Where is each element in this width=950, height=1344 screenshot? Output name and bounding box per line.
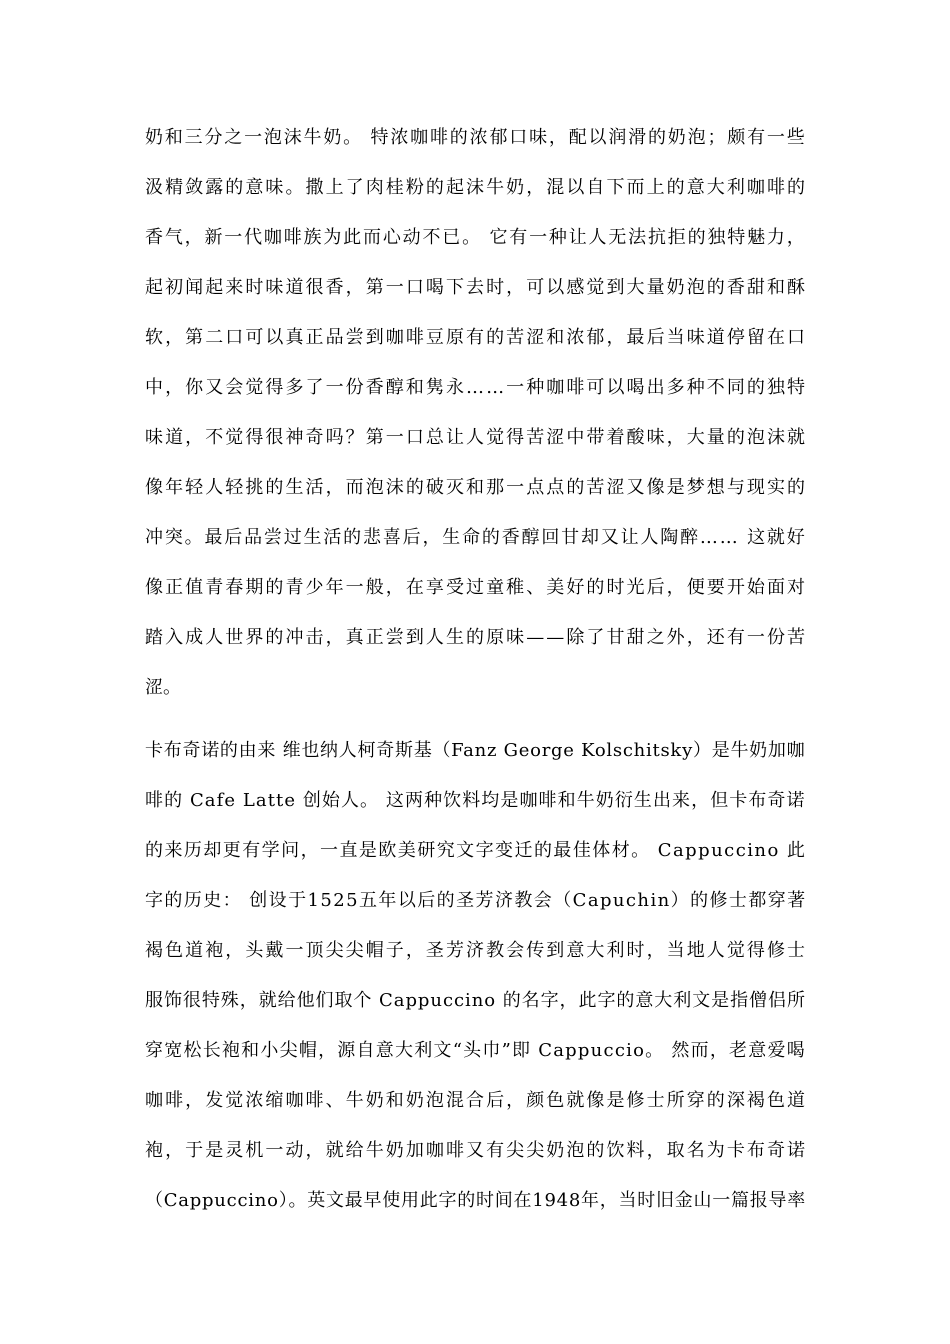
text-line: 卡布奇诺的由来 维也纳人柯奇斯基（Fanz George Kolschitsky）是牛奶加咖: [145, 740, 806, 761]
text-line: 字的历史： 创设于1525五年以后的圣芳济教会（Capuchin）的修士都穿著: [145, 890, 807, 911]
text-line: 味道，不觉得很神奇吗？第一口总让人觉得苦涩中带着酸味，大量的泡沫就: [145, 427, 808, 448]
text-line: 褐色道袍，头戴一顶尖尖帽子，圣芳济教会传到意大利时，当地人觉得修士: [145, 940, 808, 961]
text-line: 涩。: [145, 677, 181, 698]
text-line: 服饰很特殊，就给他们取个 Cappuccino 的名字，此字的意大利文是指僧侣所: [145, 990, 806, 1011]
text-line: 像正值青春期的青少年一般，在享受过童稚、美好的时光后，便要开始面对: [145, 577, 808, 598]
text-line: 起初闻起来时味道很香，第一口喝下去时，可以感觉到大量奶泡的香甜和酥: [145, 277, 808, 298]
text-line: 中，你又会觉得多了一份香醇和隽永……一种咖啡可以喝出多种不同的独特: [145, 377, 808, 398]
text-line: 像年轻人轻挑的生活，而泡沫的破灭和那一点点的苦涩又像是梦想与现实的: [145, 477, 808, 498]
text-line: 香气，新一代咖啡族为此而心动不已。 它有一种让人无法抗拒的独特魅力，: [145, 227, 807, 248]
text-line: （Cappuccino）。英文最早使用此字的时间在1948年，当时旧金山一篇报导率: [145, 1190, 807, 1211]
text-line: 咖啡，发觉浓缩咖啡、牛奶和奶泡混合后，颜色就像是修士所穿的深褐色道: [145, 1090, 808, 1111]
text-line: 软，第二口可以真正品尝到咖啡豆原有的苦涩和浓郁，最后当味道停留在口: [145, 327, 808, 348]
text-line: 踏入成人世界的冲击，真正尝到人生的原味——除了甘甜之外，还有一份苦: [145, 627, 808, 648]
text-line: 的来历却更有学问，一直是欧美研究文字变迁的最佳体材。 Cappuccino 此: [145, 840, 807, 861]
text-line: 冲突。最后品尝过生活的悲喜后，生命的香醇回甘却又让人陶醉…… 这就好: [145, 527, 807, 548]
text-line: 啡的 Cafe Latte 创始人。 这两种饮料均是咖啡和牛奶衍生出来，但卡布奇诺: [145, 790, 806, 811]
text-line: 袍，于是灵机一动，就给牛奶加咖啡又有尖尖奶泡的饮料，取名为卡布奇诺: [145, 1140, 808, 1161]
text-line: 奶和三分之一泡沫牛奶。 特浓咖啡的浓郁口味，配以润滑的奶泡；颇有一些: [145, 127, 807, 148]
text-line: 汲精敛露的意味。撒上了肉桂粉的起沫牛奶，混以自下而上的意大利咖啡的: [145, 177, 808, 198]
text-line: 穿宽松长袍和小尖帽，源自意大利文“头巾”即 Cappuccio。 然而，老意爱喝: [145, 1040, 806, 1061]
